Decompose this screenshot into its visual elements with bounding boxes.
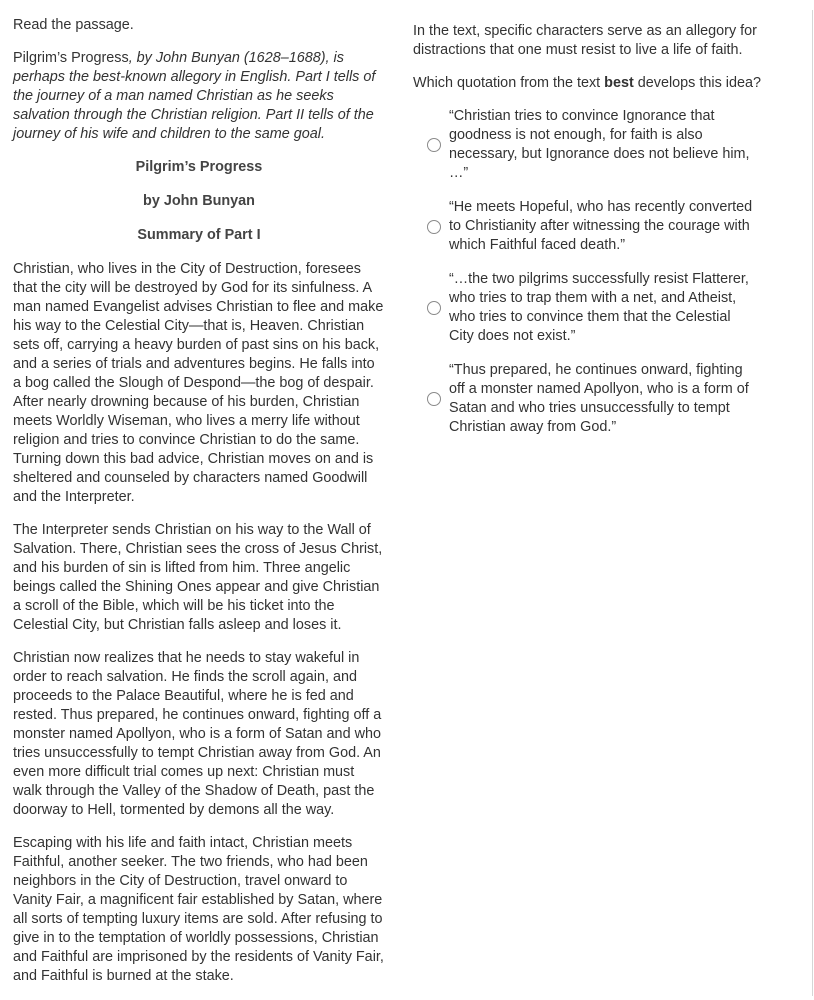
answer-option-c[interactable] (413, 270, 768, 346)
passage-byline: by John Bunyan (143, 193, 255, 209)
passage-subtitle: Summary of Part I (137, 227, 261, 243)
question-panel (413, 22, 768, 452)
read-instruction: Read the passage. (13, 17, 134, 33)
panel-divider (812, 10, 813, 996)
answer-option-d[interactable] (413, 361, 768, 437)
prompt-text-end: develops this idea? (633, 75, 761, 91)
prompt-emphasis: best (604, 75, 634, 91)
intro-book-title: Pilgrim’s Progress (13, 50, 129, 66)
passage-panel (13, 16, 385, 1000)
answer-text-d: “Thus prepared, he continues onward, fighting off a monster named Apollyon, who is a form of Satan and who tries unsuccessfully to tempt Christian away from God.” (449, 362, 749, 435)
passage-paragraph-1: Christian, who lives in the City of Destruction, foresees that the city will be destroyed by God for its sinfulness. A man named Evangelist advises Christian to flee and make his way to the Celestial City—that is, Heaven. Christian sets off, carrying a heavy burden of past sins on his back, and a series of trials and adventures begins. He falls into a bog called the Slough of Despond—the bog of despair. After nearly drowning because of his burden, Christian meets Worldly Wiseman, who lives a merry life without religion and tries to convince Christian to do the same. Turning down this bad advice, Christian moves on and is sheltered and counseled by characters named Goodwill and the Interpreter. (13, 261, 384, 505)
answer-text-c: “…the two pilgrims successfully resist Flatterer, who tries to trap them with a net, and Atheist, who tries to convince them that the Celestial City does not exist.” (449, 271, 749, 344)
radio-button-c[interactable] (427, 301, 441, 315)
question-context: In the text, specific characters serve as an allegory for distractions that one must resist to live a life of faith. (413, 23, 757, 58)
answer-option-a[interactable] (413, 107, 768, 183)
passage-intro (13, 49, 385, 144)
radio-button-d[interactable] (427, 392, 441, 406)
question-prompt (413, 74, 768, 93)
passage-title: Pilgrim’s Progress (135, 159, 263, 175)
prompt-text-start: Which quotation from the text (413, 75, 605, 91)
radio-button-b[interactable] (427, 220, 441, 234)
intro-description: , by John Bunyan (1628–1688), is perhaps the best-known allegory in English. Part I tells of the journey of a man named Christian as he seeks salvation through the Christian religion. Part II tells of the journey of his wife and children to the same goal. (13, 50, 376, 142)
answer-options (413, 107, 768, 437)
answer-option-b[interactable] (413, 198, 768, 255)
passage-paragraph-4: Escaping with his life and faith intact, Christian meets Faithful, another seeker. The two friends, who had been neighbors in the City of Destruction, travel onward to Vanity Fair, a magnificent fair established by Satan, where all sorts of tempting luxury items are sold. After refusing to give in to the temptation of worldly possessions, Christian and Faithful are imprisoned by the residents of Vanity Fair, and Faithful is burned at the stake. (13, 835, 384, 984)
answer-text-b: “He meets Hopeful, who has recently converted to Christianity after witnessing the courage with which Faithful faced death.” (449, 199, 753, 253)
answer-text-a: “Christian tries to convince Ignorance that goodness is not enough, for faith is also necessary, but Ignorance does not believe him, …” (449, 108, 750, 181)
passage-paragraph-2: The Interpreter sends Christian on his way to the Wall of Salvation. There, Christian sees the cross of Jesus Christ, and his burden of sin is lifted from him. Three angelic beings called the Shining Ones appear and give Christian a scroll of the Bible, which will be his ticket into the Celestial City, but Christian falls asleep and loses it. (13, 522, 383, 633)
passage-paragraph-3: Christian now realizes that he needs to stay wakeful in order to reach salvation. He finds the scroll again, and proceeds to the Palace Beautiful, where he is fed and rested. Thus prepared, he continues onward, fighting off a monster named Apollyon, who is a form of Satan and who tries unsuccessfully to tempt Christian away from God. An even more difficult trial comes up next: Christian must walk through the Valley of the Shadow of Death, past the doorway to Hell, tormented by demons all the way. (13, 650, 382, 818)
radio-button-a[interactable] (427, 138, 441, 152)
